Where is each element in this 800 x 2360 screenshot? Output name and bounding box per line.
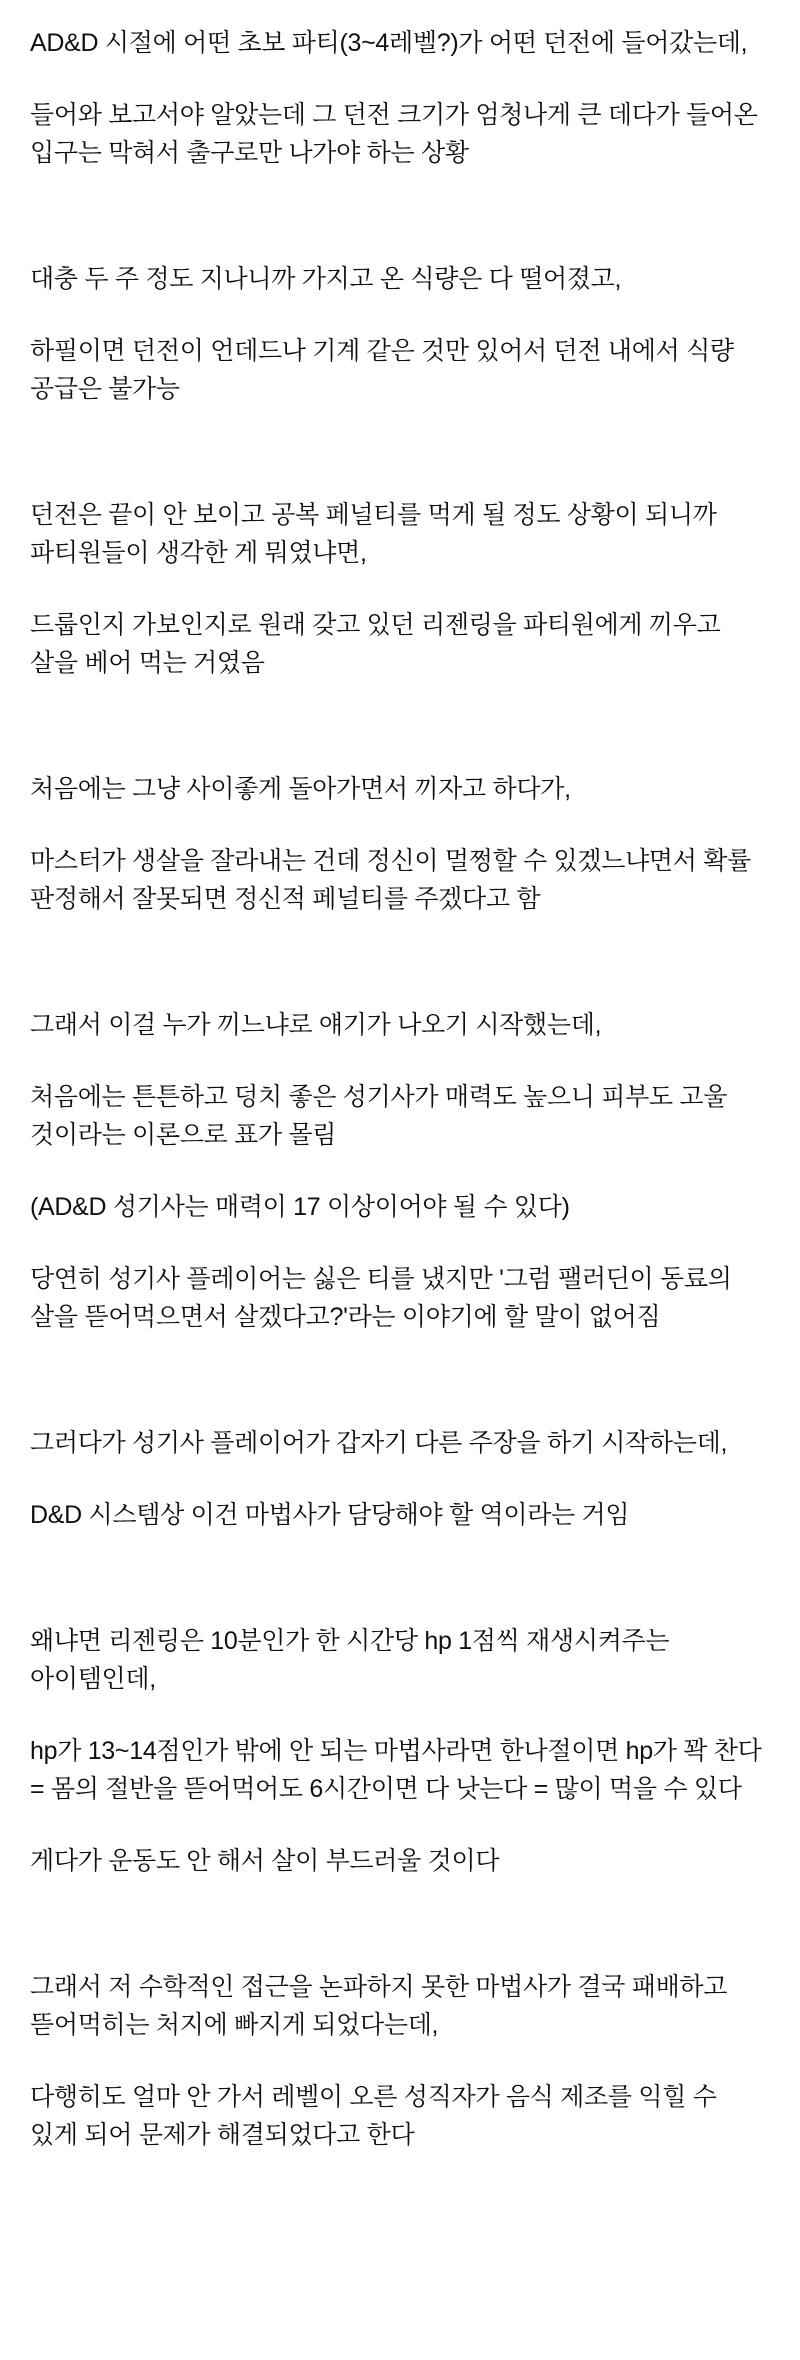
paragraph: 대충 두 주 정도 지나니까 가지고 온 식량은 다 떨어졌고, [30,265,622,293]
story-text-body [30,24,770,2154]
paragraph: hp가 13~14점인가 밖에 안 되는 마법사라면 한나절이면 hp가 꽉 찬다 = 몸의 절반을 뜯어먹어도 6시간이면 다 낫는다 = 많이 먹을 수 있다 [30,1737,762,1803]
paragraph: 왜냐면 리젠링은 10분인가 한 시간당 hp 1점씩 재생시켜주는 아이템인데, [30,1627,670,1693]
paragraph: 처음에는 튼튼하고 덩치 좋은 성기사가 매력도 높으니 피부도 고울 것이라는 이론으로 표가 몰림 [30,1083,728,1149]
paragraph: 게다가 운동도 안 해서 살이 부드러울 것이다 [30,1847,500,1875]
paragraph: 마스터가 생살을 잘라내는 건데 정신이 멀쩡할 수 있겠느냐면서 확률 판정해서 잘못되면 정신적 페널티를 주겠다고 함 [30,847,751,913]
paragraph: 그래서 이걸 누가 끼느냐로 얘기가 나오기 시작했는데, [30,1011,602,1039]
paragraph: AD&D 시절에 어떤 초보 파티(3~4레벨?)가 어떤 던전에 들어갔는데, [30,29,748,57]
paragraph: 당연히 성기사 플레이어는 싫은 티를 냈지만 '그럼 팰러딘이 동료의 살을 뜯어먹으면서 살겠다고?'라는 이야기에 할 말이 없어짐 [30,1265,732,1331]
paragraph: 들어와 보고서야 알았는데 그 던전 크기가 엄청나게 큰 데다가 들어온 입구는 막혀서 출구로만 나가야 하는 상황 [30,101,758,167]
paragraph: 던전은 끝이 안 보이고 공복 페널티를 먹게 될 정도 상황이 되니까 파티원들이 생각한 게 뭐였냐면, [30,501,717,567]
paragraph: 다행히도 얼마 안 가서 레벨이 오른 성직자가 음식 제조를 익힐 수 있게 되어 문제가 해결되었다고 한다 [30,2083,717,2149]
paragraph: 그러다가 성기사 플레이어가 갑자기 다른 주장을 하기 시작하는데, [30,1429,728,1457]
paragraph: D&D 시스템상 이건 마법사가 담당해야 할 역이라는 거임 [30,1501,630,1529]
paragraph: 처음에는 그냥 사이좋게 돌아가면서 끼자고 하다가, [30,775,571,803]
paragraph: (AD&D 성기사는 매력이 17 이상이어야 될 수 있다) [30,1193,570,1221]
paragraph: 그래서 저 수학적인 접근을 논파하지 못한 마법사가 결국 패배하고 뜯어먹히는 처지에 빠지게 되었다는데, [30,1973,728,2039]
paragraph: 하필이면 던전이 언데드나 기계 같은 것만 있어서 던전 내에서 식량 공급은 불가능 [30,337,734,403]
paragraph: 드룹인지 가보인지로 원래 갖고 있던 리젠링을 파티원에게 끼우고 살을 베어 먹는 거였음 [30,611,721,677]
